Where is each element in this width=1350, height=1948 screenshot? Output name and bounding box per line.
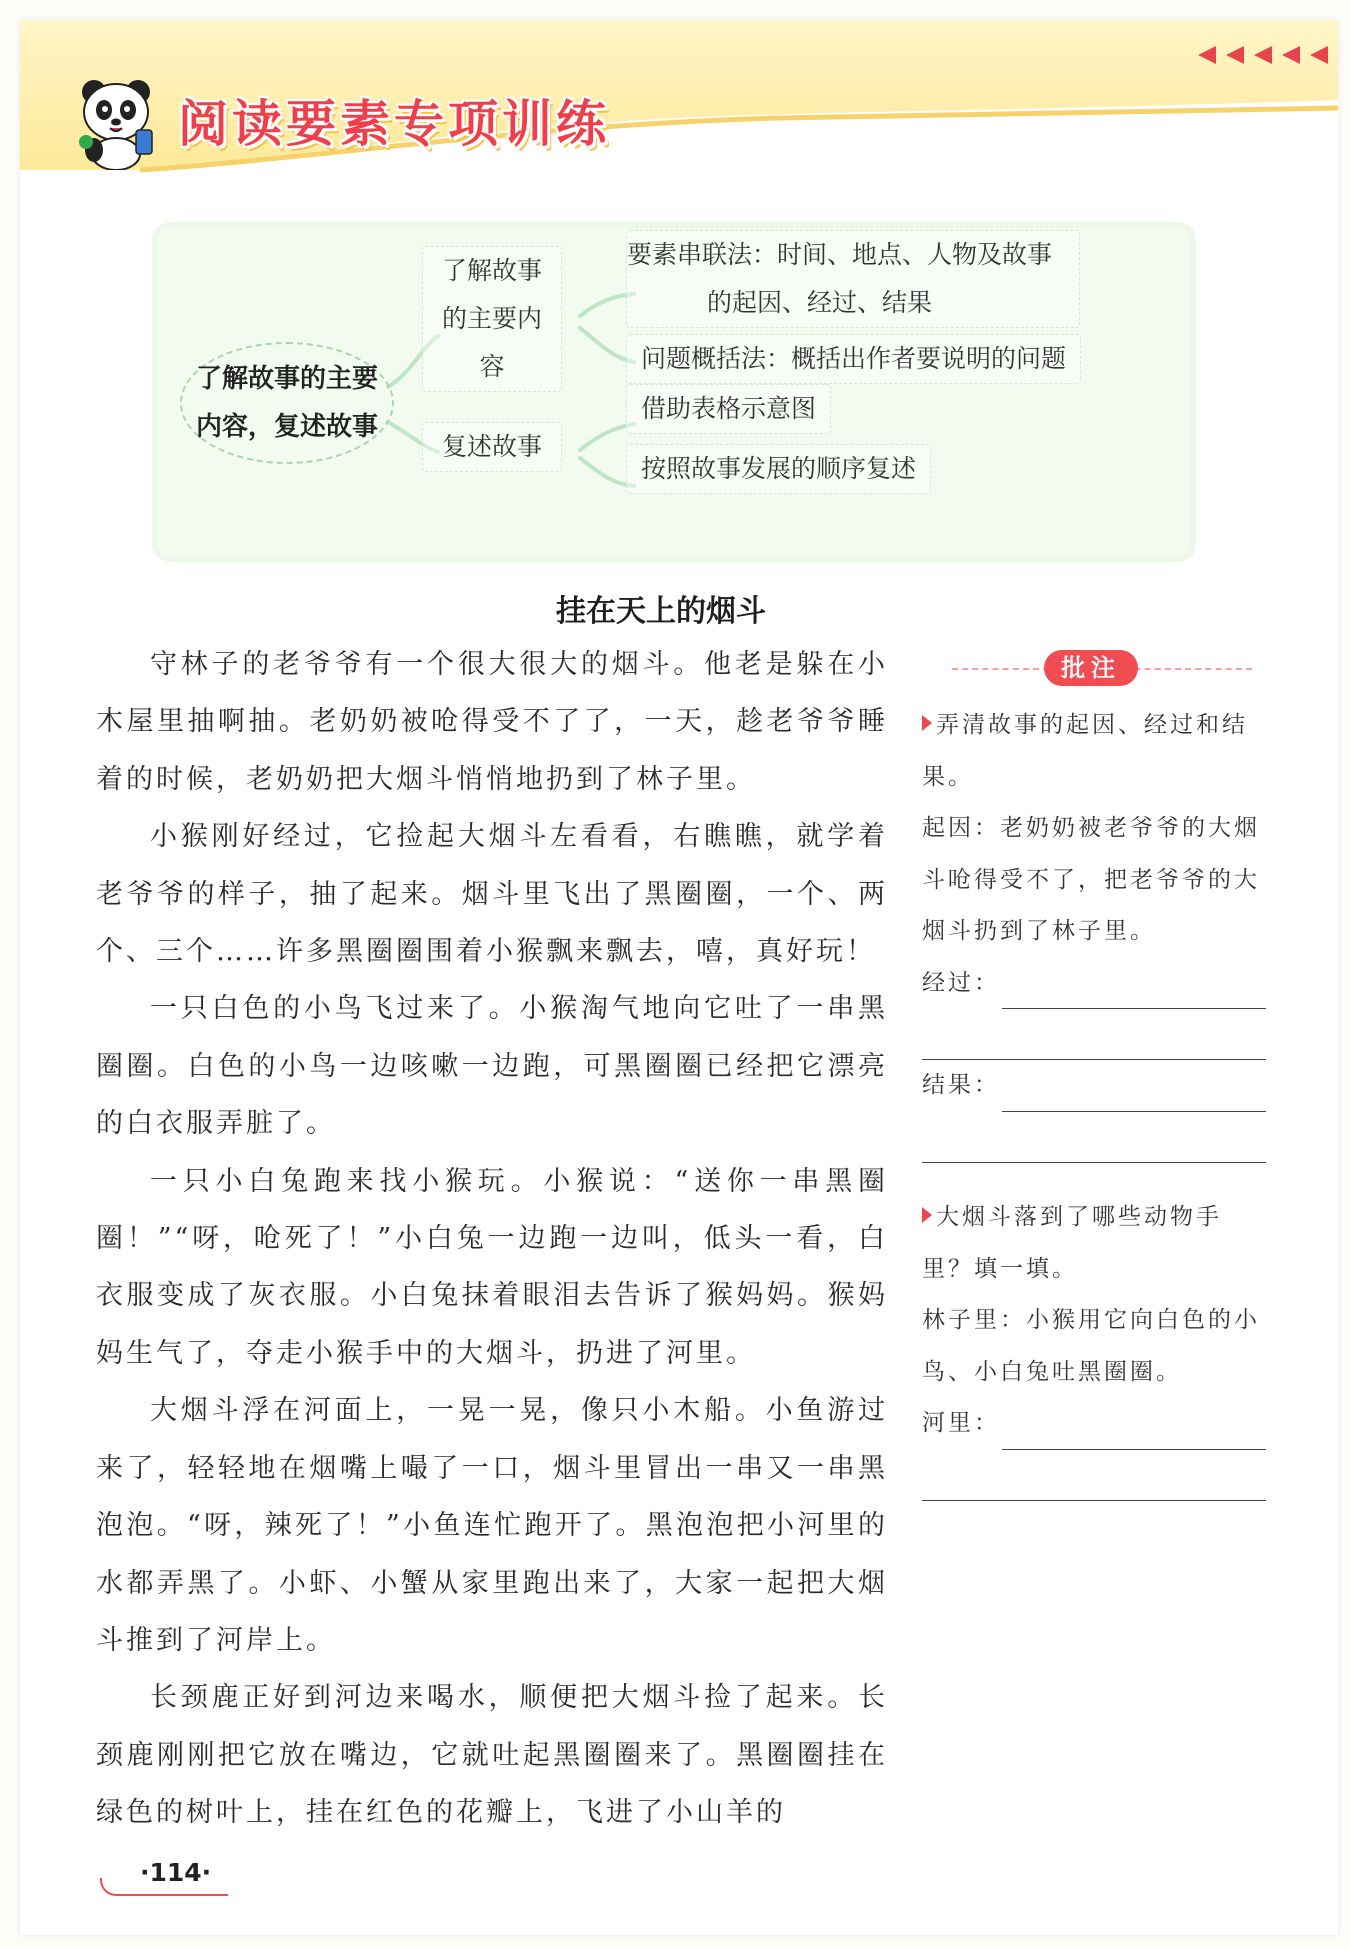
mind-map-leaf-label: 借助表格示意图 — [641, 394, 817, 423]
page-number-underline — [118, 1894, 228, 1896]
section-title: 阅读要素专项训练 — [178, 95, 610, 153]
story-paragraph: 长颈鹿正好到河边来喝水，顺便把大烟斗捡了起来。长颈鹿刚刚把它放在嘴边，它就吐起黑圈圈来了。黑圈圈挂在绿色的树叶上，挂在红色的花瓣上，飞进了小山羊的 — [96, 1682, 888, 1829]
arrow-left-icon — [1226, 46, 1244, 64]
mind-map — [152, 222, 1196, 562]
mind-map-leaf — [626, 334, 1081, 384]
story-paragraph: 一只小白兔跑来找小猴玩。小猴说：“送你一串黑圈圈！”“呀，呛死了！”小白兔一边跑一边叫，低头一看，白衣服变成了灰衣服。小白兔抹着眼泪去告诉了猴妈妈。猴妈妈生气了，夺走小猴手中的大烟斗，扔进了河里。 — [96, 1165, 888, 1369]
process-answer-line[interactable] — [922, 958, 1266, 1010]
result-blank[interactable] — [1002, 1075, 1266, 1112]
annotation-prompt — [922, 700, 1266, 803]
mind-map-leaf — [626, 384, 831, 434]
annotation-header — [922, 650, 1266, 688]
process-blank-row[interactable] — [922, 1009, 1266, 1060]
mind-map-leaf-label: 要素串联法：时间、地点、人物及故事的起因、经过、结果 — [627, 240, 1053, 317]
river-blank-row[interactable] — [922, 1450, 1266, 1501]
mind-map-branch — [422, 246, 562, 392]
result-label: 结果： — [922, 1072, 1000, 1098]
river-answer-line[interactable] — [922, 1398, 1266, 1450]
annotation-prompt-text: 弄清故事的起因、经过和结果。 — [922, 712, 1248, 790]
annotation-note-2 — [922, 1192, 1266, 1501]
mind-map-branch-label: 了解故事的主要内容 — [441, 256, 542, 381]
mind-map-leaf — [626, 444, 931, 494]
mind-map-root-label: 了解故事的主要内容，复述故事 — [195, 364, 378, 442]
story-title: 挂在天上的烟斗 — [556, 594, 766, 629]
river-label: 河里： — [922, 1410, 1000, 1436]
result-answer-line[interactable] — [922, 1060, 1266, 1112]
page-number — [100, 1858, 230, 1896]
triangle-bullet-icon — [922, 1207, 932, 1223]
annotation-forest: 林子里：小猴用它向白色的小鸟、小白兔吐黑圈圈。 — [922, 1307, 1260, 1385]
arrow-left-icon — [1282, 46, 1300, 64]
story-paragraph: 小猴刚好经过，它捡起大烟斗左看看，右瞧瞧，就学着老爷爷的样子，抽了起来。烟斗里飞出了黑圈圈，一个、两个、三个……许多黑圈圈围着小猴飘来飘去，嘻，真好玩！ — [96, 821, 888, 968]
mind-map-leaf-label: 按照故事发展的顺序复述 — [641, 454, 917, 483]
mind-map-branch-label: 复述故事 — [441, 432, 542, 461]
river-blank[interactable] — [1002, 1413, 1266, 1450]
annotation-badge: 批注 — [1044, 650, 1138, 686]
story-paragraph: 大烟斗浮在河面上，一晃一晃，像只小木船。小鱼游过来了，轻轻地在烟嘴上嘬了一口，烟斗里冒出一串又一串黑泡泡。“呀，辣死了！”小鱼连忙跑开了。黑泡泡把小河里的水都弄黑了。小虾、小蟹从家里跑出来了，大家一起把大烟斗推到了河岸上。 — [96, 1395, 888, 1656]
mind-map-root — [180, 342, 394, 464]
mind-map-leaf-label: 问题概括法：概括出作者要说明的问题 — [641, 344, 1067, 373]
mind-map-branch — [422, 422, 562, 472]
annotation-prompt-text: 大烟斗落到了哪些动物手里？填一填。 — [922, 1204, 1222, 1282]
arrow-left-icon — [1310, 46, 1328, 64]
story-body — [96, 636, 888, 1842]
annotation-column — [922, 650, 1266, 1436]
page-number-text: ·114· — [140, 1858, 212, 1887]
story-paragraph: 守林子的老爷爷有一个很大很大的烟斗。他老是躲在小木屋里抽啊抽。老奶奶被呛得受不了了，一天，趁老爷爷睡着的时候，老奶奶把大烟斗悄悄地扔到了林子里。 — [96, 649, 888, 795]
arrow-left-icon — [1254, 46, 1272, 64]
process-blank[interactable] — [1002, 972, 1266, 1009]
decorative-arrows — [1198, 46, 1328, 64]
panda-mascot-icon — [66, 70, 166, 170]
annotation-cause: 起因：老奶奶被老爷爷的大烟斗呛得受不了，把老爷爷的大烟斗扔到了林子里。 — [922, 815, 1260, 944]
story-paragraph: 一只白色的小鸟飞过来了。小猴淘气地向它吐了一串黑圈圈。白色的小鸟一边咳嗽一边跑，可黑圈圈已经把它漂亮的白衣服弄脏了。 — [96, 993, 888, 1140]
result-blank-row[interactable] — [922, 1112, 1266, 1163]
mind-map-leaf — [626, 230, 1080, 328]
annotation-prompt — [922, 1192, 1266, 1295]
annotation-note-1 — [922, 700, 1266, 1163]
arrow-left-icon — [1198, 46, 1216, 64]
process-label: 经过： — [922, 969, 1000, 996]
triangle-bullet-icon — [922, 715, 932, 731]
